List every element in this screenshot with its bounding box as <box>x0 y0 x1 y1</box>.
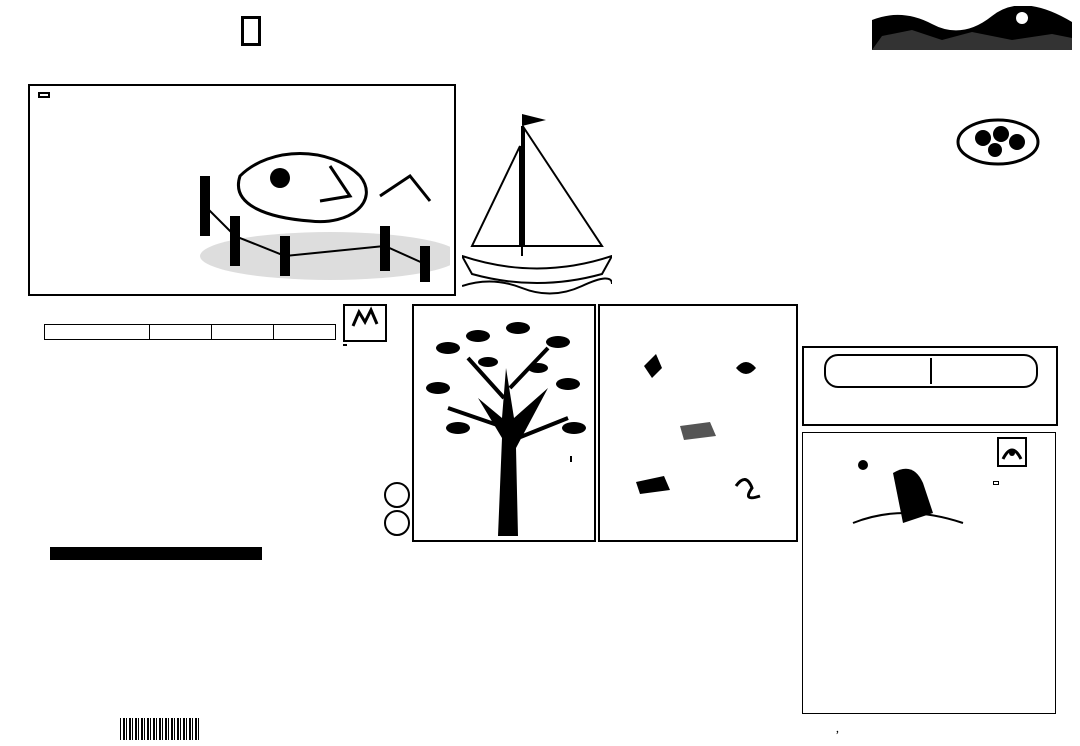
footer-hotline <box>834 722 847 735</box>
compare-table-header <box>45 325 336 340</box>
sail-text <box>528 140 560 198</box>
logo-box-icon <box>241 16 261 46</box>
sister-ball-1 <box>384 482 410 508</box>
th-tip <box>274 325 336 340</box>
cartoon-badge <box>38 92 50 98</box>
sister-badge-text <box>343 344 347 346</box>
tree-panel <box>412 304 596 542</box>
hand-icon <box>345 306 385 330</box>
divider <box>930 358 932 384</box>
sister-ball-2 <box>384 510 410 536</box>
results-grid-svg <box>264 548 796 708</box>
zodiac-panel <box>598 304 798 542</box>
big-small-inner <box>824 354 1038 388</box>
riddle-text <box>849 533 1051 709</box>
mark-six-band-top <box>0 50 1080 66</box>
poem-block <box>634 192 794 294</box>
compare-table <box>44 324 336 340</box>
tree-vertical-label <box>570 456 572 462</box>
barcode <box>120 718 200 740</box>
cartoon-panel <box>28 84 456 296</box>
riddle-badge-text <box>993 481 999 485</box>
riddle-badge <box>997 437 1027 467</box>
results-labels <box>50 562 262 708</box>
sister-badge <box>343 304 387 342</box>
sister-text <box>84 370 346 546</box>
th-hot <box>150 325 212 340</box>
riddle-face-icon <box>999 439 1025 465</box>
money-tree-illustration <box>418 308 588 538</box>
cartoon-text <box>44 116 170 226</box>
riddle-panel <box>802 432 1056 714</box>
top-right-photo <box>872 6 1072 50</box>
mark-six-band-right <box>1062 60 1078 720</box>
riddle-illustration <box>843 453 973 533</box>
hotline-sep: ， <box>836 725 846 735</box>
results-title <box>50 547 262 560</box>
results-grid <box>264 548 796 708</box>
zodiac-animals <box>600 306 796 540</box>
cartoon-illustration <box>180 106 450 290</box>
th-door <box>45 325 150 340</box>
coins-icon <box>955 118 1041 166</box>
mark-six-band-left <box>2 60 18 720</box>
big-small-panel <box>802 346 1058 426</box>
th-cold <box>212 325 274 340</box>
